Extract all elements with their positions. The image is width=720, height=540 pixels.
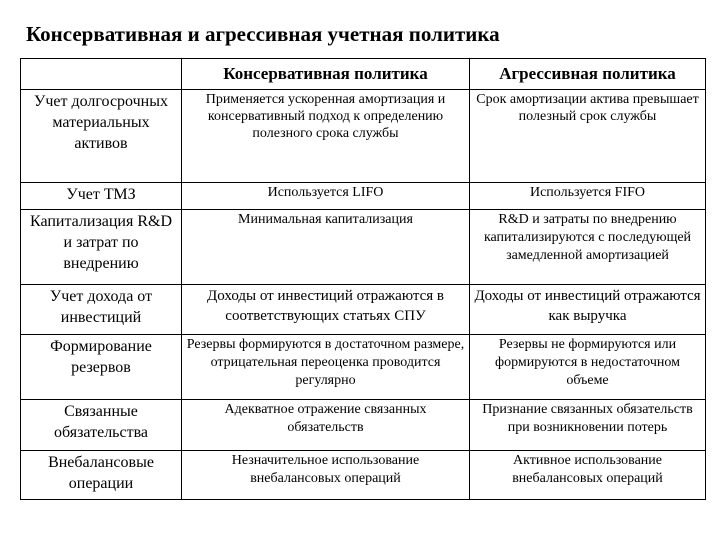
table-row — [21, 335, 706, 400]
table-header-row — [21, 59, 706, 90]
table-row — [21, 451, 706, 500]
aggressive-cell: Срок амортизации актива превышает полезный срок службы — [470, 90, 706, 183]
row-aspect: Учет дохода от инвестиций — [21, 285, 182, 335]
row-aspect: Связанные обязательства — [21, 400, 182, 451]
row-aspect: Учет долгосрочных материальных активов — [21, 90, 182, 183]
row-aspect: Формирование резервов — [21, 335, 182, 400]
conservative-cell: Адекватное отражение связанных обязательств — [182, 400, 470, 451]
aggressive-cell: Признание связанных обязательств при возникновении потерь — [470, 400, 706, 451]
row-aspect: Учет ТМЗ — [21, 183, 182, 210]
aggressive-cell: Доходы от инвестиций отражаются как выручка — [470, 285, 706, 335]
aggressive-cell: R&D и затраты по внедрению капитализируются с последующей замедленной амортизацией — [470, 210, 706, 285]
aggressive-cell: Резервы не формируются или формируются в недостаточном объеме — [470, 335, 706, 400]
policy-comparison-table — [20, 58, 706, 500]
header-empty-cell — [21, 59, 182, 90]
header-aggressive: Агрессивная политика — [470, 59, 706, 90]
row-aspect: Капитализация R&D и затрат по внедрению — [21, 210, 182, 285]
table-row — [21, 210, 706, 285]
aggressive-cell: Активное использование внебалансовых операций — [470, 451, 706, 500]
aggressive-cell: Используется FIFO — [470, 183, 706, 210]
conservative-cell: Резервы формируются в достаточном размере, отрицательная переоценка проводится регулярно — [182, 335, 470, 400]
header-conservative: Консервативная политика — [182, 59, 470, 90]
conservative-cell: Используется LIFO — [182, 183, 470, 210]
table-row — [21, 90, 706, 183]
conservative-cell: Минимальная капитализация — [182, 210, 470, 285]
conservative-cell: Незначительное использование внебалансовых операций — [182, 451, 470, 500]
conservative-cell: Доходы от инвестиций отражаются в соответствующих статьях СПУ — [182, 285, 470, 335]
table-row — [21, 285, 706, 335]
table-row — [21, 400, 706, 451]
table-row — [21, 183, 706, 210]
page-title: Консервативная и агрессивная учетная политика — [26, 22, 500, 46]
conservative-cell: Применяется ускоренная амортизация и консервативный подход к определению полезного срока службы — [182, 90, 470, 183]
row-aspect: Внебалансовые операции — [21, 451, 182, 500]
